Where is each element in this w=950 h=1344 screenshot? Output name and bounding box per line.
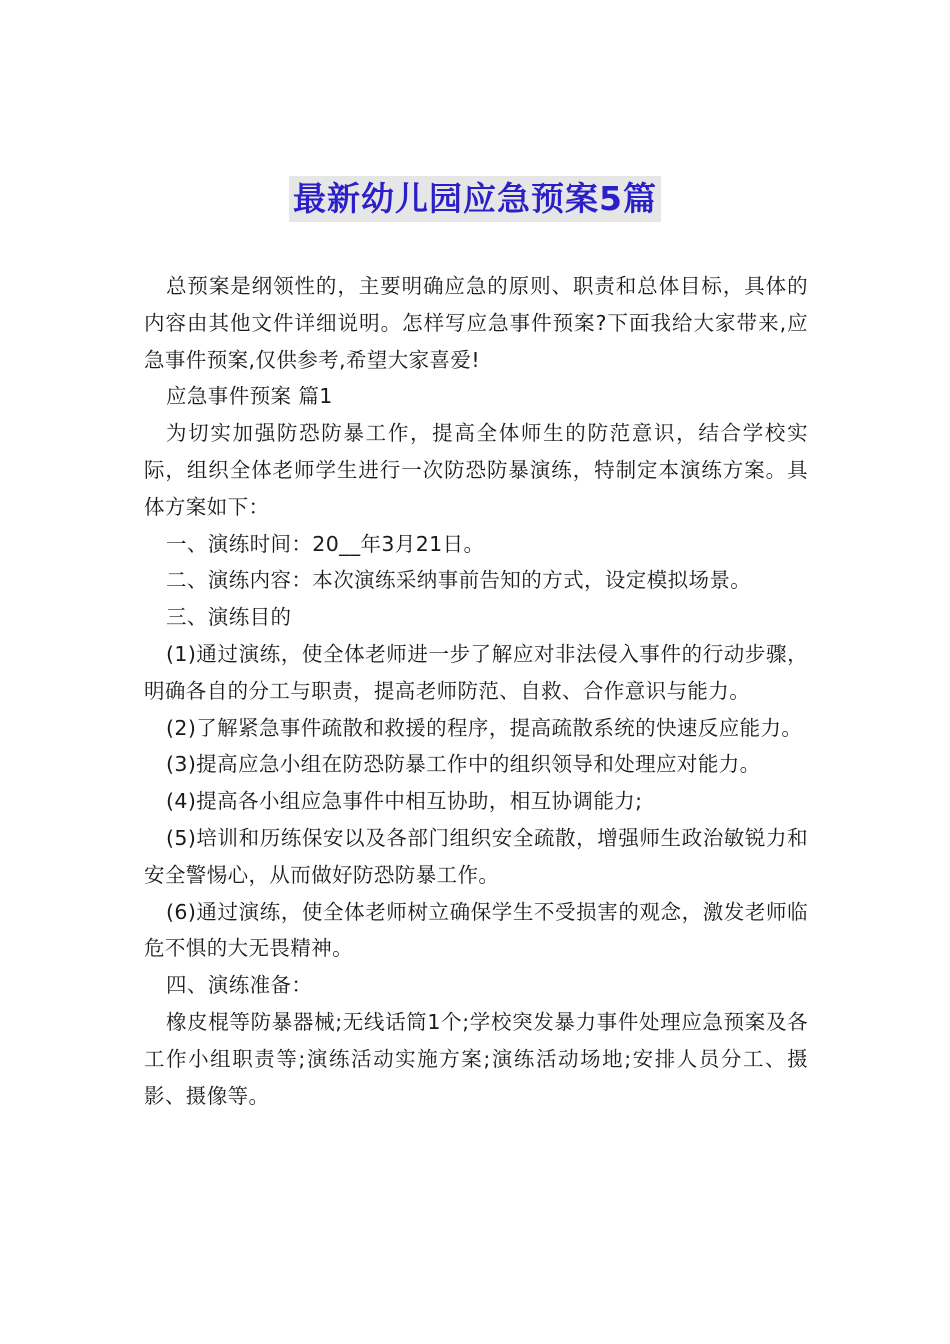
intro-paragraph: 总预案是纲领性的，主要明确应急的原则、职责和总体目标，具体的内容由其他文件详细说明。怎样写应急事件预案?下面我给大家带来,应急事件预案,仅供参考,希望大家喜爱! <box>144 274 808 372</box>
section-heading: 应急事件预案 篇1 <box>166 384 333 409</box>
list-item: (6)通过演练，使全体老师树立确保学生不受损害的观念，激发老师临危不惧的大无畏精神。 <box>144 899 808 961</box>
list-item: (5)培训和历练保安以及各部门组织安全疏散，增强师生政治敏锐力和安全警惕心，从而做好防恐防暴工作。 <box>144 825 808 887</box>
list-item: 二、演练内容：本次演练采纳事前告知的方式，设定模拟场景。 <box>166 568 752 593</box>
document-body <box>144 268 808 1114</box>
body-paragraph: 为切实加强防恐防暴工作，提高全体师生的防范意识，结合学校实际，组织全体老师学生进行一次防恐防暴演练，特制定本演练方案。具体方案如下： <box>144 421 808 519</box>
document-title: 最新幼儿园应急预案5篇 <box>289 176 661 222</box>
section-heading: 三、演练目的 <box>166 605 292 630</box>
list-item: (1)通过演练，使全体老师进一步了解应对非法侵入事件的行动步骤，明确各自的分工与职责，提高老师防范、自救、合作意识与能力。 <box>144 641 808 703</box>
list-item: (3)提高应急小组在防恐防暴工作中的组织领导和处理应对能力。 <box>166 752 761 777</box>
list-item: (2)了解紧急事件疏散和救援的程序，提高疏散系统的快速反应能力。 <box>166 715 803 740</box>
section-heading: 四、演练准备： <box>166 973 313 998</box>
list-item: 一、演练时间：20__年3月21日。 <box>166 531 485 556</box>
body-paragraph: 橡皮棍等防暴器械;无线话筒1个;学校突发暴力事件处理应急预案及各工作小组职责等;演练活动实施方案;演练活动场地;安排人员分工、摄影、摄像等。 <box>144 1009 808 1108</box>
list-item: (4)提高各小组应急事件中相互协助，相互协调能力; <box>166 789 643 814</box>
title-container <box>0 176 950 222</box>
